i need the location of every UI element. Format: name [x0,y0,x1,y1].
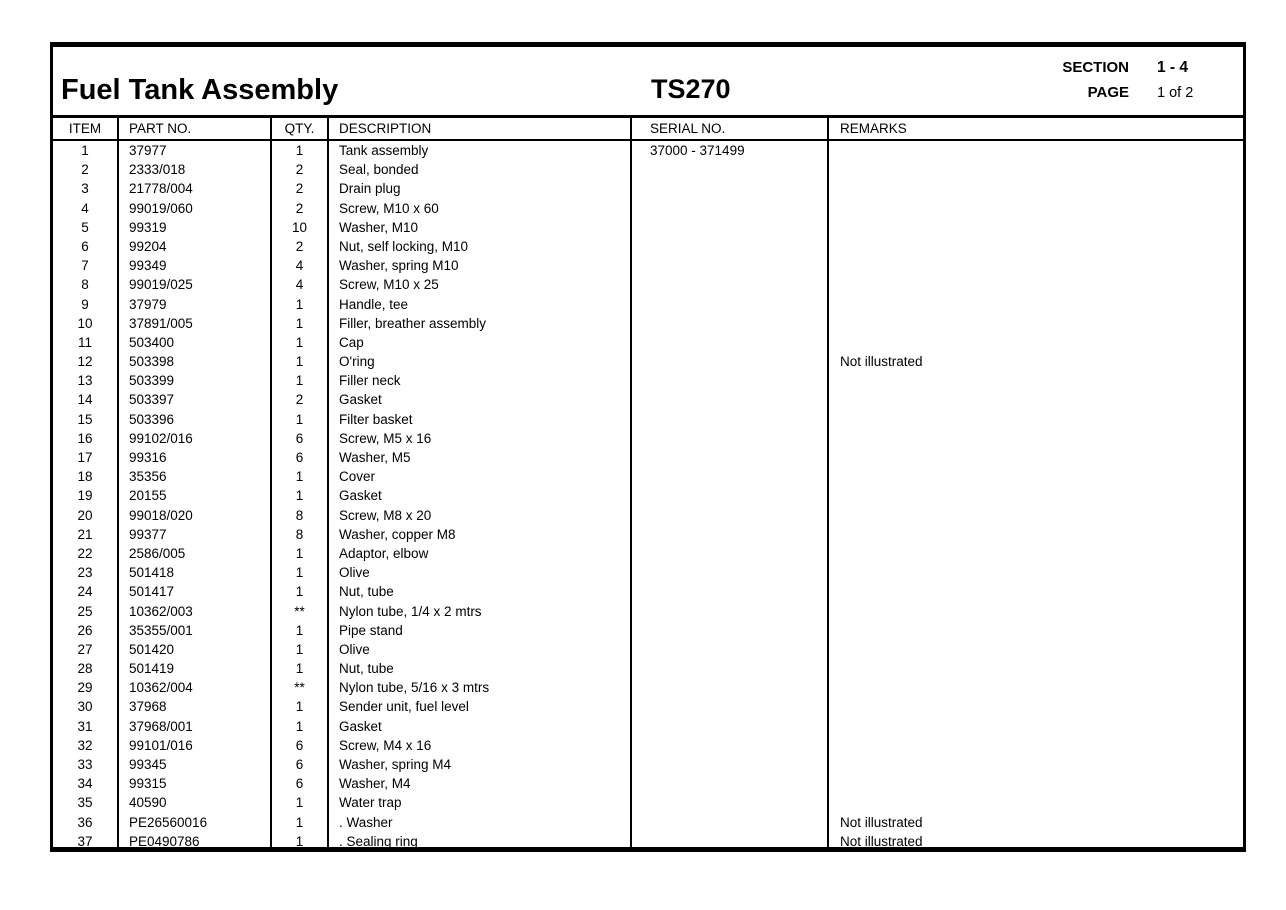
cell-qty: 6 [272,755,329,774]
cell-remarks [829,602,1243,621]
table-header-row [53,118,1243,141]
cell-remarks [829,179,1243,198]
cell-serial-no [632,218,829,237]
table-row [53,563,1243,582]
cell-remarks [829,390,1243,409]
table-row [53,525,1243,544]
cell-serial-no [632,179,829,198]
cell-item: 18 [53,467,119,486]
cell-qty: 1 [272,295,329,314]
cell-serial-no [632,793,829,812]
cell-qty: 1 [272,467,329,486]
cell-item: 15 [53,410,119,429]
cell-part-no: 501418 [119,563,272,582]
cell-item: 28 [53,659,119,678]
cell-description: Pipe stand [329,621,632,640]
cell-item: 31 [53,717,119,736]
cell-item: 17 [53,448,119,467]
cell-qty: 1 [272,486,329,505]
cell-item: 26 [53,621,119,640]
cell-description: Handle, tee [329,295,632,314]
cell-qty: 1 [272,582,329,601]
cell-remarks [829,410,1243,429]
cell-item: 8 [53,275,119,294]
cell-description: Washer, spring M4 [329,755,632,774]
cell-serial-no [632,563,829,582]
cell-description: Filter basket [329,410,632,429]
cell-serial-no [632,697,829,716]
cell-serial-no [632,256,829,275]
page-title: Fuel Tank Assembly [61,74,339,106]
cell-serial-no [632,467,829,486]
page-label: PAGE [1087,84,1129,101]
table-row [53,544,1243,563]
cell-description: Gasket [329,390,632,409]
cell-remarks [829,486,1243,505]
cell-remarks [829,429,1243,448]
cell-description: Seal, bonded [329,160,632,179]
cell-item: 35 [53,793,119,812]
table-row [53,410,1243,429]
cell-part-no: 10362/003 [119,602,272,621]
cell-qty: 1 [272,832,329,851]
cell-description: Cover [329,467,632,486]
cell-remarks [829,506,1243,525]
cell-item: 4 [53,199,119,218]
cell-serial-no [632,774,829,793]
cell-serial-no [632,333,829,352]
cell-qty: 1 [272,314,329,333]
cell-remarks: Not illustrated [840,833,923,849]
cell-qty: 6 [272,736,329,755]
cell-qty: 4 [272,256,329,275]
cell-item: 3 [53,179,119,198]
cell-description: Screw, M10 x 25 [329,275,632,294]
cell-qty: 1 [272,141,329,160]
table-row [53,333,1243,352]
table-row [53,218,1243,237]
table-row [53,736,1243,755]
cell-part-no: 99316 [119,448,272,467]
cell-remarks [829,218,1243,237]
table-row [53,295,1243,314]
cell-description: Drain plug [329,179,632,198]
cell-description: Filler neck [329,371,632,390]
cell-qty: 10 [272,218,329,237]
cell-qty: 6 [272,448,329,467]
cell-remarks [829,141,1243,160]
cell-item: 19 [53,486,119,505]
column-header-item: ITEM [53,118,119,139]
cell-qty: 1 [272,697,329,716]
cell-qty: 1 [272,793,329,812]
table-row [53,352,1243,371]
section-row [1037,59,1229,77]
cell-qty: 2 [272,179,329,198]
cell-item: 16 [53,429,119,448]
cell-serial-no [632,506,829,525]
cell-qty: 1 [272,717,329,736]
cell-description: Washer, spring M10 [329,256,632,275]
cell-description: Adaptor, elbow [329,544,632,563]
cell-remarks [829,678,1243,697]
cell-part-no: 503396 [119,410,272,429]
cell-serial-no [632,717,829,736]
table-row [53,141,1243,160]
cell-remarks [829,314,1243,333]
cell-remarks: Not illustrated [840,354,923,370]
table-row [53,199,1243,218]
cell-remarks [829,525,1243,544]
cell-remarks [829,774,1243,793]
cell-part-no: 99019/025 [119,275,272,294]
cell-remarks [829,333,1243,352]
cell-serial-no [632,678,829,697]
cell-qty: 1 [272,640,329,659]
cell-remarks [829,371,1243,390]
cell-item: 5 [53,218,119,237]
table-row [53,256,1243,275]
cell-remarks [829,467,1243,486]
table-row [53,621,1243,640]
cell-item: 6 [53,237,119,256]
cell-description: O'ring [329,352,632,371]
cell-item: 25 [53,602,119,621]
cell-part-no: 21778/004 [119,179,272,198]
table-row [53,179,1243,198]
table-row [53,813,1243,832]
cell-serial-no [632,352,829,371]
table-row [53,486,1243,505]
cell-remarks [829,755,1243,774]
cell-qty: ** [272,602,329,621]
cell-description: Water trap [329,793,632,812]
table-row [53,582,1243,601]
cell-item: 37 [53,832,119,851]
section-label: SECTION [1062,59,1129,76]
cell-qty: 2 [272,199,329,218]
cell-part-no: 99018/020 [119,506,272,525]
column-header-serial-no: SERIAL NO. [632,118,829,139]
cell-serial-no [632,640,829,659]
cell-serial-no [632,314,829,333]
cell-item: 23 [53,563,119,582]
cell-description: Nylon tube, 5/16 x 3 mtrs [329,678,632,697]
table-row [53,448,1243,467]
cell-part-no: 37968/001 [119,717,272,736]
column-header-remarks: REMARKS [840,121,907,136]
cell-description: Olive [329,640,632,659]
cell-serial-no [632,582,829,601]
cell-remarks [829,736,1243,755]
title-band [53,47,1243,118]
cell-remarks [829,697,1243,716]
table-row [53,371,1243,390]
cell-serial-no [632,295,829,314]
parts-list-sheet [50,42,1246,852]
cell-qty: 1 [272,813,329,832]
cell-part-no: 10362/004 [119,678,272,697]
cell-description: Nut, tube [329,582,632,601]
cell-description: Washer, M4 [329,774,632,793]
cell-remarks [829,582,1243,601]
cell-description: . Washer [329,813,632,832]
cell-description: Screw, M4 x 16 [329,736,632,755]
column-header-part-no: PART NO. [119,118,272,139]
cell-part-no: 20155 [119,486,272,505]
cell-part-no: 99377 [119,525,272,544]
cell-description: Nut, self locking, M10 [329,237,632,256]
cell-description: Washer, copper M8 [329,525,632,544]
cell-part-no: 503397 [119,390,272,409]
cell-part-no: 503398 [119,352,272,371]
table-row [53,755,1243,774]
cell-serial-no [632,544,829,563]
cell-remarks [829,717,1243,736]
cell-description: Washer, M5 [329,448,632,467]
cell-description: Washer, M10 [329,218,632,237]
cell-description: Gasket [329,717,632,736]
cell-item: 32 [53,736,119,755]
cell-part-no: 99102/016 [119,429,272,448]
column-header-qty: QTY. [272,118,329,139]
cell-item: 21 [53,525,119,544]
cell-item: 33 [53,755,119,774]
cell-description: Nylon tube, 1/4 x 2 mtrs [329,602,632,621]
cell-item: 22 [53,544,119,563]
cell-qty: 2 [272,237,329,256]
cell-serial-no [632,602,829,621]
cell-qty: 1 [272,371,329,390]
cell-part-no: 37977 [119,141,272,160]
cell-serial-no [632,390,829,409]
cell-part-no: 501420 [119,640,272,659]
cell-remarks [829,295,1243,314]
cell-qty: 1 [272,333,329,352]
table-row [53,717,1243,736]
cell-serial-no [632,525,829,544]
cell-serial-no [632,160,829,179]
cell-item: 7 [53,256,119,275]
table-row [53,467,1243,486]
cell-description: . Sealing ring [329,832,632,851]
table-row [53,832,1243,851]
section-page-block [1037,59,1229,101]
cell-qty: 1 [272,621,329,640]
table-row [53,640,1243,659]
cell-item: 24 [53,582,119,601]
table-row [53,697,1243,716]
cell-part-no: 501419 [119,659,272,678]
cell-remarks [829,640,1243,659]
cell-part-no: 99019/060 [119,199,272,218]
cell-part-no: 35355/001 [119,621,272,640]
cell-item: 10 [53,314,119,333]
cell-part-no: PE26560016 [119,813,272,832]
cell-remarks [829,256,1243,275]
cell-item: 14 [53,390,119,409]
cell-serial-no [632,199,829,218]
cell-serial-no [632,813,829,832]
cell-serial-no: 37000 - 371499 [632,141,829,160]
cell-description: Screw, M8 x 20 [329,506,632,525]
cell-part-no: 99345 [119,755,272,774]
cell-part-no: PE0490786 [119,832,272,851]
cell-part-no: 35356 [119,467,272,486]
cell-description: Olive [329,563,632,582]
cell-part-no: 37968 [119,697,272,716]
cell-part-no: 37979 [119,295,272,314]
cell-item: 1 [53,141,119,160]
cell-description: Filler, breather assembly [329,314,632,333]
table-row [53,275,1243,294]
cell-item: 12 [53,352,119,371]
cell-remarks [829,448,1243,467]
cell-remarks [829,793,1243,812]
cell-qty: 1 [272,544,329,563]
cell-serial-no [632,429,829,448]
cell-remarks [829,237,1243,256]
cell-part-no: 99315 [119,774,272,793]
cell-item: 34 [53,774,119,793]
cell-remarks [829,659,1243,678]
cell-remarks [829,275,1243,294]
cell-qty: ** [272,678,329,697]
cell-part-no: 99349 [119,256,272,275]
cell-item: 13 [53,371,119,390]
cell-serial-no [632,448,829,467]
cell-part-no: 503399 [119,371,272,390]
cell-qty: 4 [272,275,329,294]
cell-qty: 1 [272,410,329,429]
cell-qty: 6 [272,774,329,793]
cell-remarks [829,621,1243,640]
cell-serial-no [632,755,829,774]
cell-item: 20 [53,506,119,525]
cell-part-no: 2333/018 [119,160,272,179]
cell-remarks [829,160,1243,179]
cell-part-no: 503400 [119,333,272,352]
cell-serial-no [632,371,829,390]
cell-part-no: 99319 [119,218,272,237]
cell-serial-no [632,275,829,294]
cell-description: Gasket [329,486,632,505]
cell-serial-no [632,486,829,505]
cell-remarks: Not illustrated [840,814,923,830]
table-row [53,390,1243,409]
cell-item: 11 [53,333,119,352]
cell-serial-no [632,237,829,256]
cell-part-no: 99204 [119,237,272,256]
cell-qty: 8 [272,506,329,525]
table-row [53,429,1243,448]
cell-part-no: 501417 [119,582,272,601]
cell-item: 30 [53,697,119,716]
table-row [53,602,1243,621]
model-number: TS270 [651,74,731,104]
cell-serial-no [632,410,829,429]
cell-remarks [829,544,1243,563]
cell-serial-no [632,736,829,755]
cell-item: 2 [53,160,119,179]
cell-description: Nut, tube [329,659,632,678]
cell-qty: 6 [272,429,329,448]
cell-part-no: 40590 [119,793,272,812]
cell-item: 29 [53,678,119,697]
table-row [53,774,1243,793]
cell-qty: 1 [272,659,329,678]
table-row [53,237,1243,256]
cell-item: 9 [53,295,119,314]
cell-description: Screw, M10 x 60 [329,199,632,218]
cell-item: 27 [53,640,119,659]
cell-item: 36 [53,813,119,832]
cell-qty: 1 [272,563,329,582]
cell-serial-no [632,621,829,640]
cell-qty: 1 [272,352,329,371]
table-row [53,793,1243,812]
cell-description: Sender unit, fuel level [329,697,632,716]
page-value: 1 of 2 [1157,85,1194,101]
page-row [1037,84,1229,101]
cell-part-no: 99101/016 [119,736,272,755]
table-row [53,678,1243,697]
cell-description: Screw, M5 x 16 [329,429,632,448]
cell-serial-no [632,659,829,678]
table-row [53,314,1243,333]
section-value: 1 - 4 [1157,59,1189,76]
cell-remarks [829,563,1243,582]
cell-remarks [829,199,1243,218]
column-header-description: DESCRIPTION [329,118,632,139]
cell-description: Cap [329,333,632,352]
cell-serial-no [632,832,829,851]
cell-qty: 8 [272,525,329,544]
table-row [53,659,1243,678]
table-body [53,141,1243,852]
cell-description: Tank assembly [329,141,632,160]
table-row [53,506,1243,525]
cell-qty: 2 [272,390,329,409]
cell-qty: 2 [272,160,329,179]
cell-part-no: 2586/005 [119,544,272,563]
cell-part-no: 37891/005 [119,314,272,333]
table-row [53,160,1243,179]
